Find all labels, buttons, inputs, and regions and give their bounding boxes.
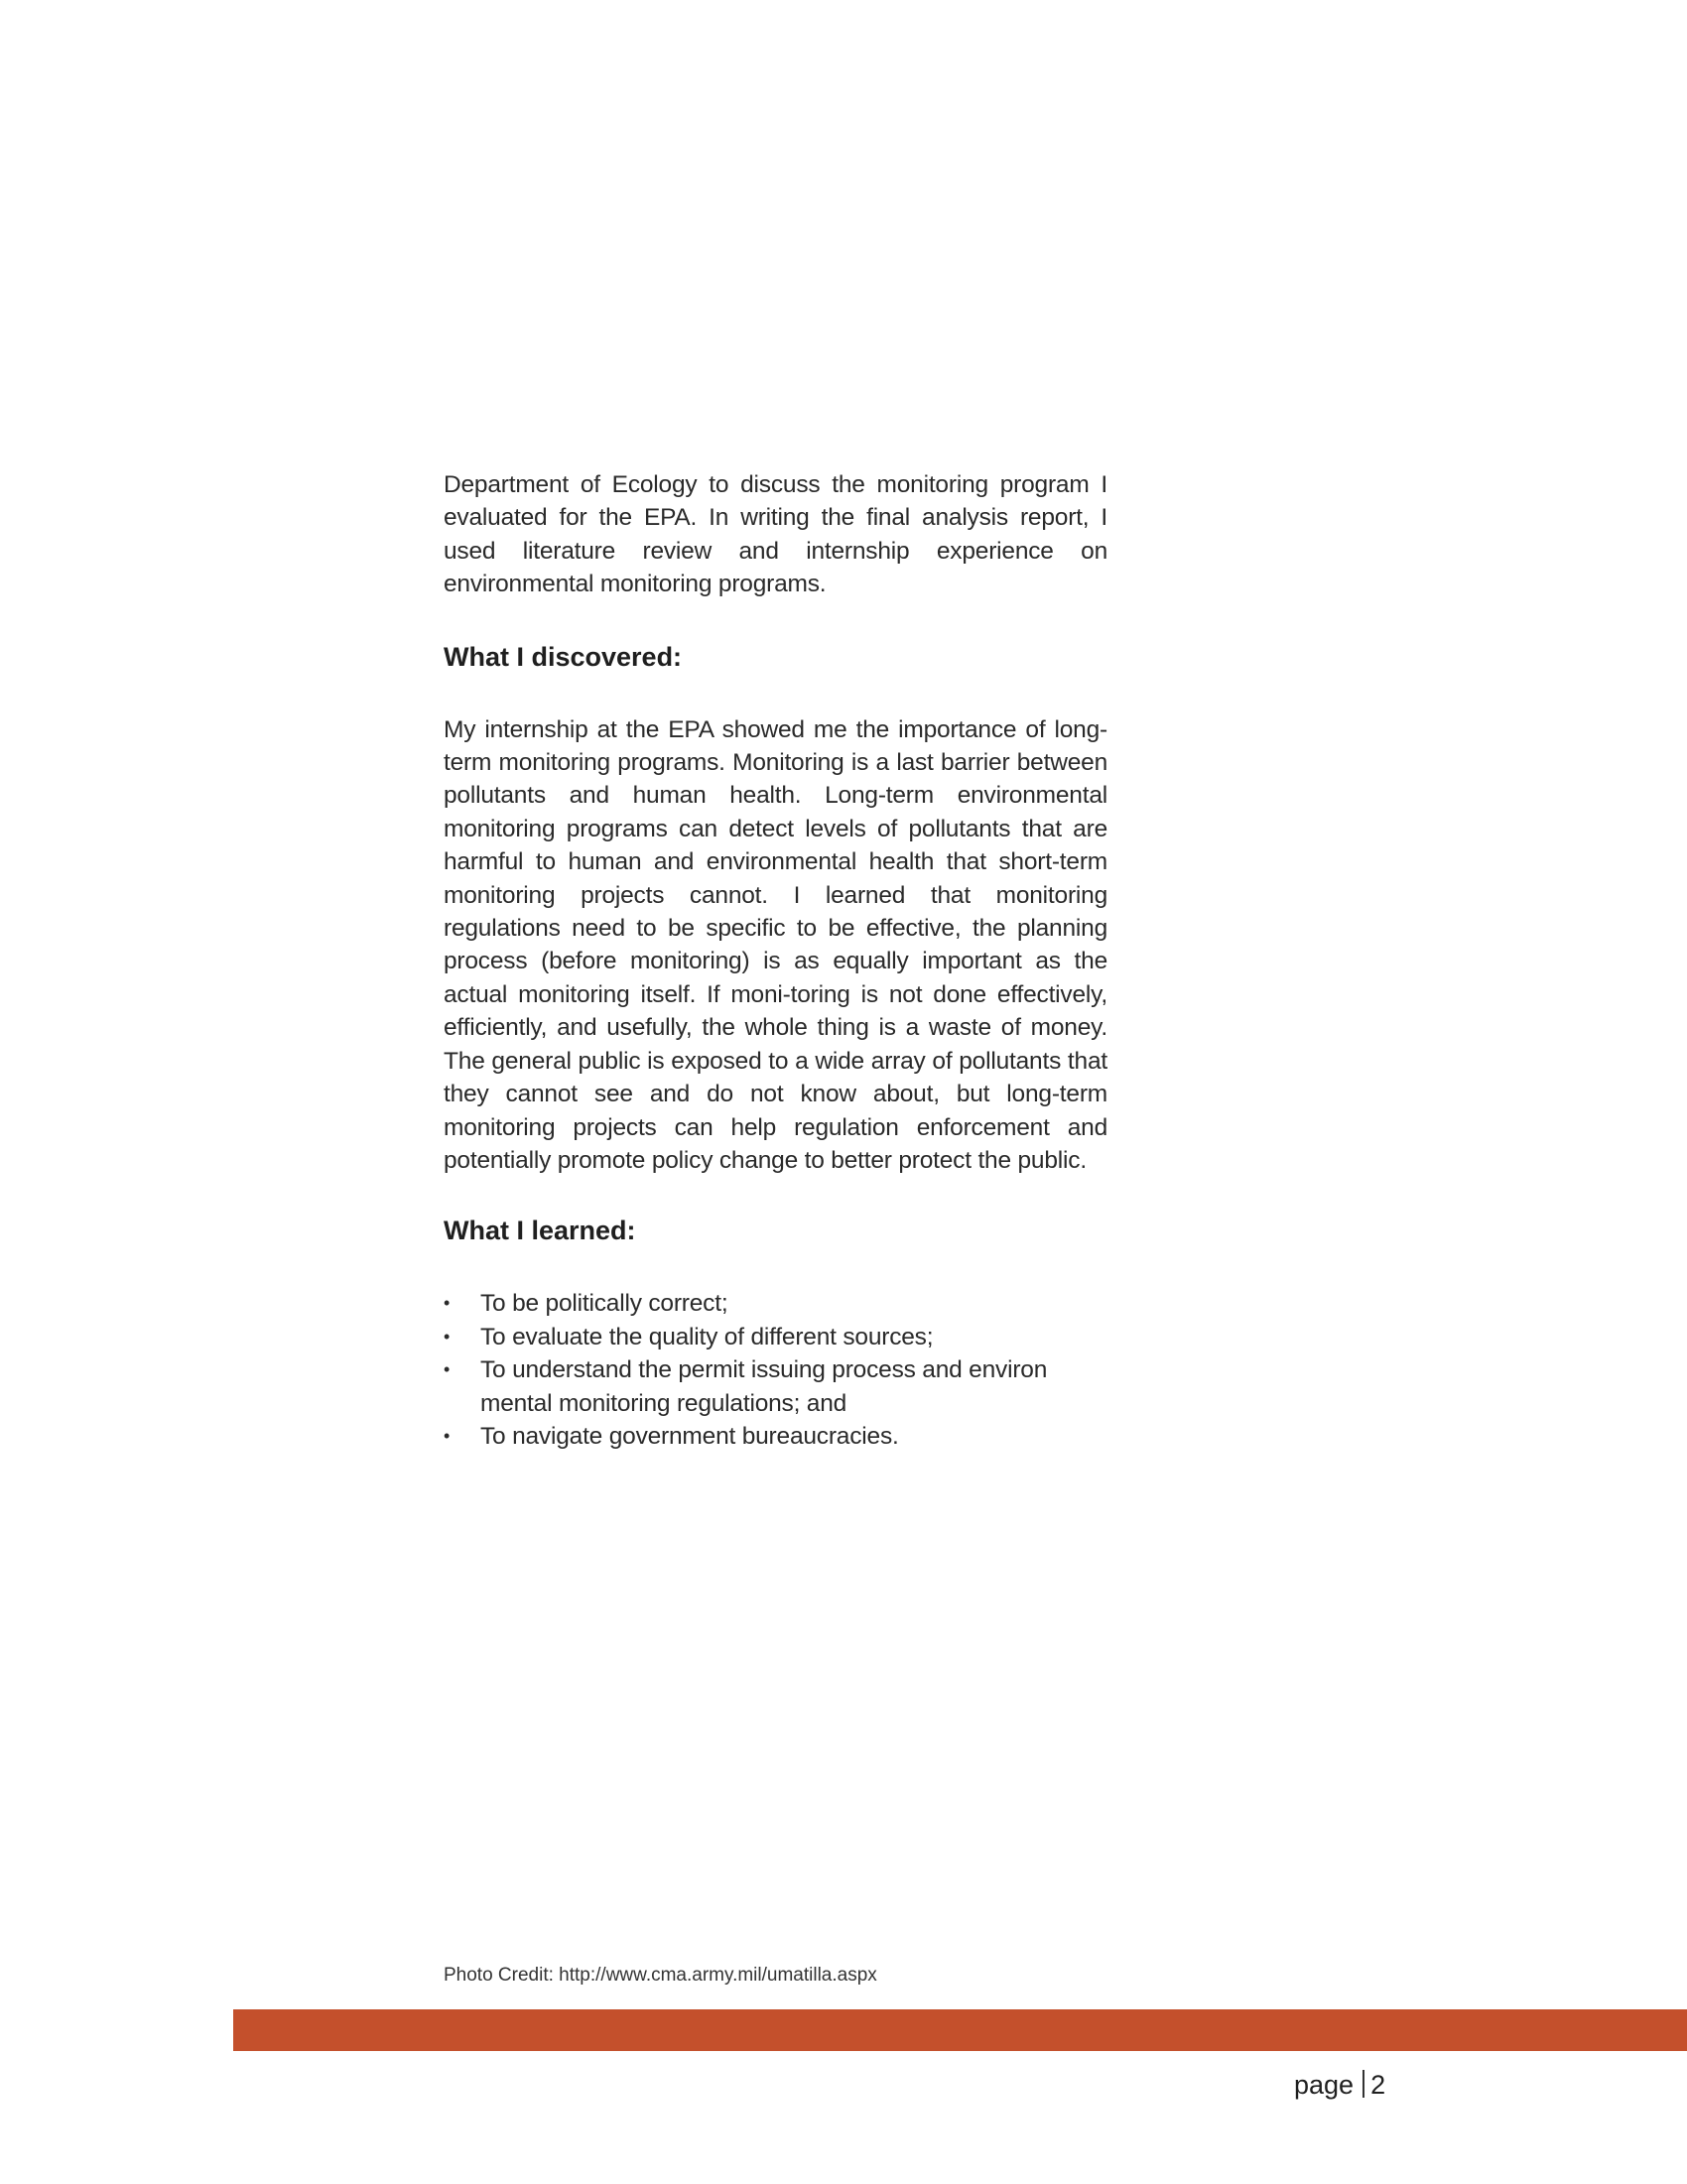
photo-credit: Photo Credit: http://www.cma.army.mil/umatilla.aspx bbox=[444, 1965, 877, 1986]
footer-bar bbox=[233, 2009, 1687, 2051]
list-item bbox=[444, 1353, 1107, 1420]
list-item-text: To understand the permit issuing process and environ mental monitoring regulations; and bbox=[480, 1356, 1048, 1417]
page-number-value: 2 bbox=[1370, 2070, 1386, 2100]
main-content bbox=[444, 468, 1107, 1453]
list-item-text: To evaluate the quality of different sources; bbox=[480, 1323, 934, 1350]
page-separator bbox=[1363, 2070, 1364, 2098]
bullet-icon: • bbox=[444, 1425, 451, 1446]
bullet-icon: • bbox=[444, 1359, 451, 1380]
learned-list bbox=[444, 1287, 1107, 1453]
bullet-icon: • bbox=[444, 1293, 451, 1314]
page-label: page bbox=[1294, 2070, 1355, 2100]
list-item-text: To be politically correct; bbox=[480, 1290, 728, 1318]
list-item bbox=[444, 1420, 1107, 1453]
discovered-heading: What I discovered: bbox=[444, 641, 683, 672]
page-number bbox=[1294, 2068, 1385, 2102]
learned-heading: What I learned: bbox=[444, 1216, 636, 1246]
list-item bbox=[444, 1321, 1107, 1353]
list-item bbox=[444, 1287, 1107, 1320]
intro-paragraph: Department of Ecology to discuss the monitoring program I evaluated for the EPA. In writing the final analysis report, I used literature review and internship experience on environmental monitoring programs. bbox=[444, 471, 1107, 598]
list-item-text: To navigate government bureaucracies. bbox=[480, 1422, 899, 1450]
discovered-paragraph: My internship at the EPA showed me the importance of long-term monitoring programs. Monitoring is a last barrier between pollutants and human health. Long-term environmental monitoring programs can detect levels of pollutants that are harmful to human and environmental health that short-term monitoring projects cannot. I learned that monitoring regulations need to be specific to be effective, the planning process (before monitoring) is as equally important as the actual monitoring itself. If moni-toring is not done effectively, efficiently, and usefully, the whole thing is a waste of money. The general public is exposed to a wide array of pollutants that they cannot see and do not know about, but long-term monitoring projects can help regulation enforcement and potentially promote policy change to better protect the public. bbox=[444, 715, 1107, 1174]
bullet-icon: • bbox=[444, 1326, 451, 1347]
